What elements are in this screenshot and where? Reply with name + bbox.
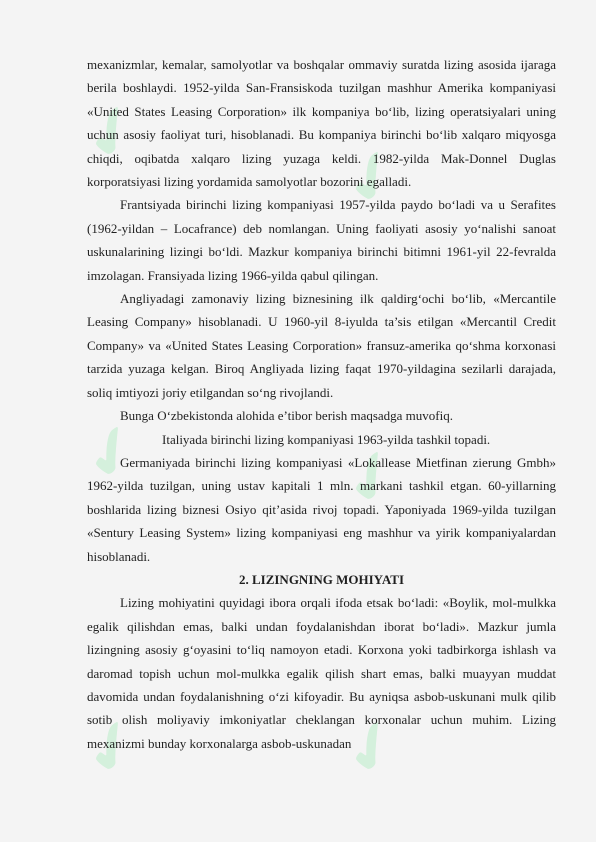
paragraph-essence: Lizing mohiyatini quyidagi ibora orqali ifoda etsak bo‘ladi: «Boylik, mol-mulkka egalik qilishdan emas, balki undan foydalanishdan iborat bo‘ladi». Mazkur jumla lizingning asosiy g‘oyasini to‘liq namoyon etadi. Korxona yoki tadbirkorga ishlash va daromad topish uchun mol-mulkka egalik qilish shart emas, balki muayyan muddat davomida undan foydalanishning o‘zi kifoyadir. Bu ayniqsa asbob-uskunani mulk qilib sotib olish moliyaviy imkoniyatlar cheklangan korxonalar uchun muhim. Lizing mexanizmi bunday korxonalarga asbob-uskunadan bbox=[87, 595, 556, 751]
paragraph-intro: mexanizmlar, kemalar, samolyotlar va boshqalar ommaviy suratda lizing asosida ijaraga berila boshlaydi. 1952-yilda San-Fransiskoda tuzilgan mashhur Amerika kompaniyasi «United States Leasing Corporation» ilk kompaniya bo‘lib, lizing operatsiyalari uning uchun asosiy faoliyat turi, hisoblanadi. Bu kompaniya birinchi bo‘lib xalqaro miqyosga chiqdi, oqibatda xalqaro lizing yuzaga keldi. 1982-yilda Mak-Donnel Duglas korporatsiyasi lizing yordamida samolyotlar bozorini egalladi. bbox=[87, 57, 556, 190]
paragraph-england: Angliyadagi zamonaviy lizing biznesining ilk qaldirg‘ochi bo‘lib, «Mercantile Leasing Company» hisoblanadi. U 1960-yil 8-iyulda ta’sis etilgan «Mercantil Credit Company» va «United States Leasing Corporation» fransuz-amerika qo‘shma korxonasi tarzida yuzaga kelgan. Biroq Angliyada lizing faqat 1970-yildagina sezilarli darajada, soliq imtiyozi joriy etilgandan so‘ng rivojlandi. bbox=[87, 291, 556, 400]
watermark: ✔ bbox=[329, 431, 416, 523]
paragraph-uzbekistan: Bunga O‘zbekistonda alohida e’tibor berish maqsadga muvofiq. bbox=[120, 408, 453, 424]
watermark: ✔ bbox=[69, 86, 156, 178]
document-body bbox=[87, 53, 556, 755]
paragraph-italy: Italiyada birinchi lizing kompaniyasi 1963-yilda tashkil topadi. bbox=[162, 431, 491, 447]
section-heading: 2. LIZINGNING MOHIYATI bbox=[238, 571, 405, 587]
paragraph-france: Frantsiyada birinchi lizing kompaniyasi 1957-yilda paydo bo‘ladi va u Serafites (1962-yildan – Locafrance) deb nomlangan. Uning faoliyati asosiy yo‘nalishi sanoat uskunalarining lizingi bo‘ldi. Mazkur kompaniya birinchi bitimni 1961-yil 22-fevralda imzolagan. Fransiyada lizing 1966-yilda qabul qilingan. bbox=[87, 197, 556, 283]
paragraph-germany: Germaniyada birinchi lizing kompaniyasi «Lokallease Mietfinan zierung Gmbh» 1962-yilda tuzilgan, uning ustav kapitali 1 mln. markani tashkil etgan. 60-yillarning boshlarida lizing biznesi Osiyo qit’asida rivoj topadi. Yaponiyada 1969-yilda tuzilgan «Sentury Leasing System» lizing kompaniyasi eng mashhur va yirik kompaniyalardan hisoblanadi. bbox=[87, 454, 556, 564]
watermark: ✔ bbox=[329, 131, 416, 223]
watermark: ✔ bbox=[69, 701, 156, 793]
watermark: ✔ bbox=[69, 406, 156, 498]
watermark: ✔ bbox=[329, 701, 416, 793]
